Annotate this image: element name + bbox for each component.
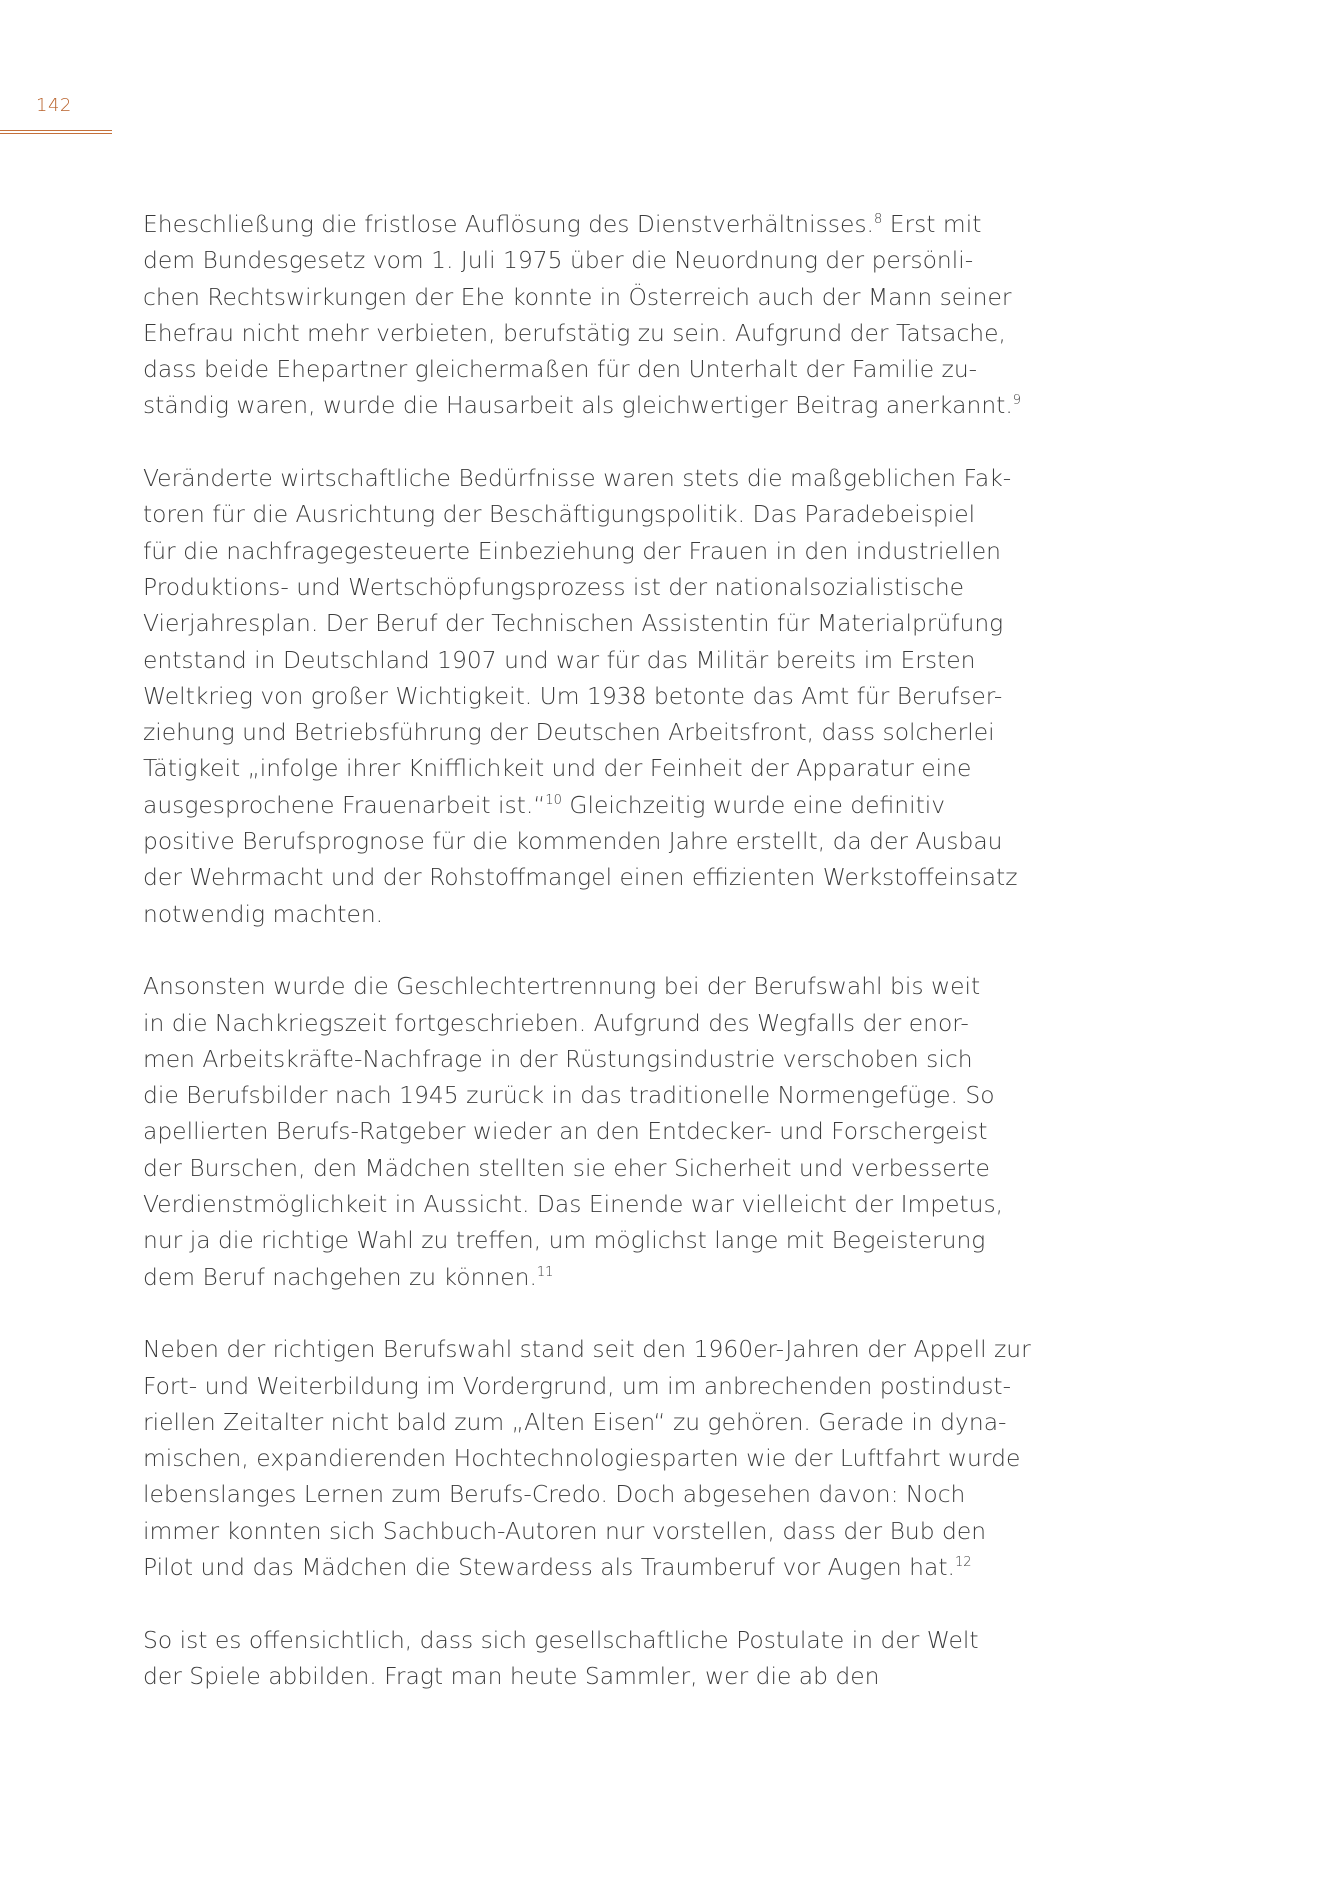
- paragraph: [143, 460, 1043, 932]
- text-line: [143, 1622, 1043, 1658]
- text-line: [143, 1113, 1043, 1149]
- line-text: riellen Zeitalter nicht bald zum „Alten Eisen“ zu gehören. Gerade in dyna-: [143, 1407, 1007, 1436]
- line-text: Fort- und Weiterbildung im Vordergrund, um im anbrechenden postindust-: [143, 1371, 1012, 1400]
- text-line: [143, 1259, 1043, 1295]
- line-text: Produktions- und Wertschöpfungsprozess ist der nationalsozialistische: [143, 572, 965, 601]
- line-text: der Wehrmacht und der Rohstoffmangel einen effizienten Werkstoffeinsatz: [143, 863, 1018, 892]
- paragraph: [143, 1622, 1043, 1695]
- line-text: entstand in Deutschland 1907 und war für das Militär bereits im Ersten: [143, 645, 976, 674]
- text-line: [143, 1005, 1043, 1041]
- line-text: dem Bundesgesetz vom 1. Juli 1975 über die Neuordnung der persönli-: [143, 246, 974, 275]
- line-text: dass beide Ehepartner gleichermaßen für den Unterhalt der Familie zu-: [143, 355, 978, 384]
- text-line: [143, 968, 1043, 1004]
- line-text: Veränderte wirtschaftliche Bedürfnisse waren stets die maßgeblichen Fak-: [143, 464, 1012, 493]
- text-line: [143, 1331, 1043, 1367]
- text-line: [143, 605, 1043, 641]
- text-line: [143, 750, 1043, 786]
- text-line: [143, 1222, 1043, 1258]
- text-line: [143, 859, 1043, 895]
- paragraph: [143, 968, 1043, 1295]
- line-text: Tätigkeit „infolge ihrer Knifflichkeit und der Feinheit der Apparatur eine: [143, 754, 972, 783]
- text-line: [143, 279, 1043, 315]
- header-rule-line-top: [0, 130, 112, 131]
- line-text: ausgesprochene Frauenarbeit ist.“: [143, 790, 546, 819]
- line-text: in die Nachkriegszeit fortgeschrieben. Aufgrund des Wegfalls der enor-: [143, 1008, 969, 1037]
- text-line: [143, 678, 1043, 714]
- header-rule-line-bottom: [0, 133, 112, 134]
- text-line: [143, 1041, 1043, 1077]
- text-line: [143, 1077, 1043, 1113]
- text-line: [143, 1404, 1043, 1440]
- line-text-continued: Gleichzeitig wurde eine definitiv: [561, 790, 946, 819]
- paragraph: [143, 1331, 1043, 1585]
- line-text: positive Berufsprognose für die kommenden Jahre erstellt, da der Ausbau: [143, 827, 1003, 856]
- text-line: [143, 1186, 1043, 1222]
- line-text: ständig waren, wurde die Hausarbeit als gleichwertiger Beitrag anerkannt.: [143, 391, 1013, 420]
- footnote-marker: 12: [954, 1554, 972, 1570]
- paragraph: [143, 206, 1043, 424]
- line-text: der Burschen, den Mädchen stellten sie eher Sicherheit und verbesserte: [143, 1153, 990, 1182]
- line-text-continued: Erst mit: [882, 210, 982, 238]
- line-text: mischen, expandierenden Hochtechnologiesparten wie der Luftfahrt wurde: [143, 1444, 1021, 1473]
- page-number: 142: [36, 95, 72, 116]
- text-line: [143, 533, 1043, 569]
- text-line: [143, 896, 1043, 932]
- line-text: apellierten Berufs-Ratgeber wieder an den Entdecker- und Forschergeist: [143, 1117, 988, 1146]
- line-text: notwendig machten.: [143, 899, 384, 928]
- line-text: Eheschließung die fristlose Auflösung des Dienstverhältnisses.: [143, 210, 874, 238]
- text-line: [143, 823, 1043, 859]
- line-text: der Spiele abbilden. Fragt man heute Sammler, wer die ab den: [143, 1661, 880, 1690]
- text-line: [143, 642, 1043, 678]
- text-line: [143, 1150, 1043, 1186]
- line-text: immer konnten sich Sachbuch-Autoren nur vorstellen, dass der Bub den: [143, 1516, 987, 1545]
- line-text: So ist es offensichtlich, dass sich gesellschaftliche Postulate in der Welt: [143, 1625, 979, 1654]
- text-line: [143, 1440, 1043, 1476]
- footnote-marker: 8: [874, 212, 883, 227]
- text-line: [143, 460, 1043, 496]
- line-text: Weltkrieg von großer Wichtigkeit. Um 1938 betonte das Amt für Berufser-: [143, 681, 1003, 710]
- line-text: für die nachfragegesteuerte Einbeziehung der Frauen in den industriellen: [143, 536, 1001, 565]
- text-line: [143, 496, 1043, 532]
- line-text: Ansonsten wurde die Geschlechtertrennung bei der Berufswahl bis weit: [143, 972, 981, 1001]
- line-text: nur ja die richtige Wahl zu treffen, um möglichst lange mit Begeisterung: [143, 1226, 986, 1255]
- text-line: [143, 1658, 1043, 1694]
- text-line: [143, 387, 1043, 423]
- line-text: Verdienstmöglichkeit in Aussicht. Das Einende war vielleicht der Impetus,: [143, 1190, 1004, 1219]
- text-line: [143, 787, 1043, 823]
- text-line: [143, 206, 1043, 242]
- line-text: dem Beruf nachgehen zu können.: [143, 1262, 537, 1291]
- line-text: chen Rechtswirkungen der Ehe konnte in Österreich auch der Mann seiner: [143, 282, 1012, 311]
- line-text: Vierjahresplan. Der Beruf der Technischen Assistentin für Materialprüfung: [143, 609, 1004, 638]
- text-line: [143, 315, 1043, 351]
- text-line: [143, 351, 1043, 387]
- text-line: [143, 1476, 1043, 1512]
- text-line: [143, 1549, 1043, 1585]
- line-text: Neben der richtigen Berufswahl stand seit den 1960er-Jahren der Appell zur: [143, 1335, 1031, 1364]
- text-line: [143, 569, 1043, 605]
- text-line: [143, 1368, 1043, 1404]
- line-text: toren für die Ausrichtung der Beschäftigungspolitik. Das Paradebeispiel: [143, 500, 976, 529]
- text-line: [143, 242, 1043, 278]
- line-text: Pilot und das Mädchen die Stewardess als Traumberuf vor Augen hat.: [143, 1552, 955, 1581]
- body-text: [143, 206, 1043, 1730]
- line-text: die Berufsbilder nach 1945 zurück in das traditionelle Normengefüge. So: [143, 1081, 995, 1110]
- footnote-marker: 11: [536, 1264, 554, 1280]
- line-text: lebenslanges Lernen zum Berufs-Credo. Doch abgesehen davon: Noch: [143, 1480, 966, 1509]
- text-line: [143, 714, 1043, 750]
- text-line: [143, 1513, 1043, 1549]
- line-text: men Arbeitskräfte-Nachfrage in der Rüstungsindustrie verschoben sich: [143, 1044, 973, 1073]
- footnote-marker: 10: [545, 792, 562, 808]
- line-text: ziehung und Betriebsführung der Deutschen Arbeitsfront, dass solcherlei: [143, 718, 995, 747]
- line-text: Ehefrau nicht mehr verbieten, berufstätig zu sein. Aufgrund der Tatsache,: [143, 318, 1006, 347]
- header-rule: [0, 130, 112, 134]
- footnote-marker: 9: [1012, 393, 1022, 409]
